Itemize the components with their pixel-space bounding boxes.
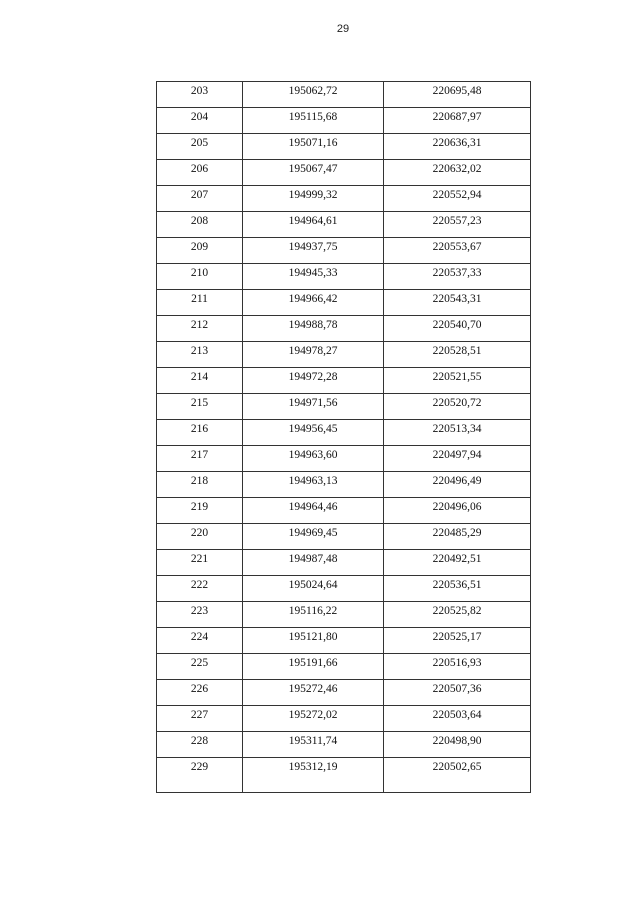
x-coordinate-cell: 195024,64 [243,576,384,602]
x-coordinate-cell: 194966,42 [243,290,384,316]
y-coordinate-cell: 220521,55 [384,368,531,394]
table-row [157,290,531,316]
table-row [157,134,531,160]
table-row [157,316,531,342]
x-coordinate-cell: 194963,60 [243,446,384,472]
table-row [157,628,531,654]
x-coordinate-cell: 195272,46 [243,680,384,706]
x-coordinate-cell: 195311,74 [243,732,384,758]
y-coordinate-cell: 220496,49 [384,472,531,498]
x-coordinate-cell: 194988,78 [243,316,384,342]
x-coordinate-cell: 195071,16 [243,134,384,160]
x-coordinate-cell: 195272,02 [243,706,384,732]
point-number-cell: 207 [157,186,243,212]
table-row [157,472,531,498]
x-coordinate-cell: 194937,75 [243,238,384,264]
y-coordinate-cell: 220503,64 [384,706,531,732]
x-coordinate-cell: 194999,32 [243,186,384,212]
table-row [157,82,531,108]
page-number: 29 [336,23,350,35]
table-row [157,238,531,264]
coordinates-table-body [157,82,531,793]
point-number-cell: 216 [157,420,243,446]
y-coordinate-cell: 220516,93 [384,654,531,680]
point-number-cell: 218 [157,472,243,498]
y-coordinate-cell: 220492,51 [384,550,531,576]
y-coordinate-cell: 220498,90 [384,732,531,758]
y-coordinate-cell: 220636,31 [384,134,531,160]
table-row [157,160,531,186]
table-row [157,186,531,212]
y-coordinate-cell: 220540,70 [384,316,531,342]
x-coordinate-cell: 194956,45 [243,420,384,446]
point-number-cell: 220 [157,524,243,550]
point-number-cell: 215 [157,394,243,420]
table-row [157,680,531,706]
point-number-cell: 203 [157,82,243,108]
y-coordinate-cell: 220632,02 [384,160,531,186]
point-number-cell: 228 [157,732,243,758]
point-number-cell: 217 [157,446,243,472]
table-row [157,108,531,134]
point-number-cell: 225 [157,654,243,680]
point-number-cell: 205 [157,134,243,160]
point-number-cell: 210 [157,264,243,290]
x-coordinate-cell: 195062,72 [243,82,384,108]
table-row [157,654,531,680]
x-coordinate-cell: 195067,47 [243,160,384,186]
x-coordinate-cell: 194987,48 [243,550,384,576]
y-coordinate-cell: 220520,72 [384,394,531,420]
x-coordinate-cell: 195115,68 [243,108,384,134]
x-coordinate-cell: 194972,28 [243,368,384,394]
point-number-cell: 227 [157,706,243,732]
x-coordinate-cell: 194964,46 [243,498,384,524]
y-coordinate-cell: 220552,94 [384,186,531,212]
y-coordinate-cell: 220528,51 [384,342,531,368]
table-row [157,732,531,758]
y-coordinate-cell: 220536,51 [384,576,531,602]
y-coordinate-cell: 220687,97 [384,108,531,134]
point-number-cell: 219 [157,498,243,524]
y-coordinate-cell: 220553,67 [384,238,531,264]
point-number-cell: 208 [157,212,243,238]
point-number-cell: 224 [157,628,243,654]
point-number-cell: 212 [157,316,243,342]
x-coordinate-cell: 195312,19 [243,758,384,793]
table-row [157,576,531,602]
table-row [157,394,531,420]
y-coordinate-cell: 220502,65 [384,758,531,793]
table-row [157,212,531,238]
y-coordinate-cell: 220537,33 [384,264,531,290]
point-number-cell: 221 [157,550,243,576]
point-number-cell: 209 [157,238,243,264]
y-coordinate-cell: 220485,29 [384,524,531,550]
y-coordinate-cell: 220695,48 [384,82,531,108]
point-number-cell: 213 [157,342,243,368]
x-coordinate-cell: 195116,22 [243,602,384,628]
table-row [157,524,531,550]
y-coordinate-cell: 220507,36 [384,680,531,706]
table-row [157,446,531,472]
y-coordinate-cell: 220513,34 [384,420,531,446]
table-row [157,368,531,394]
point-number-cell: 222 [157,576,243,602]
table-row [157,420,531,446]
y-coordinate-cell: 220496,06 [384,498,531,524]
point-number-cell: 211 [157,290,243,316]
point-number-cell: 214 [157,368,243,394]
point-number-cell: 204 [157,108,243,134]
x-coordinate-cell: 194978,27 [243,342,384,368]
table-row [157,706,531,732]
table-row [157,550,531,576]
table-row [157,758,531,793]
coordinates-table [156,81,531,793]
y-coordinate-cell: 220525,17 [384,628,531,654]
y-coordinate-cell: 220557,23 [384,212,531,238]
x-coordinate-cell: 194964,61 [243,212,384,238]
x-coordinate-cell: 194969,45 [243,524,384,550]
table-row [157,342,531,368]
x-coordinate-cell: 195191,66 [243,654,384,680]
x-coordinate-cell: 194945,33 [243,264,384,290]
table-row [157,498,531,524]
point-number-cell: 229 [157,758,243,793]
y-coordinate-cell: 220543,31 [384,290,531,316]
table-row [157,602,531,628]
x-coordinate-cell: 195121,80 [243,628,384,654]
table-row [157,264,531,290]
y-coordinate-cell: 220525,82 [384,602,531,628]
y-coordinate-cell: 220497,94 [384,446,531,472]
x-coordinate-cell: 194963,13 [243,472,384,498]
point-number-cell: 223 [157,602,243,628]
point-number-cell: 206 [157,160,243,186]
point-number-cell: 226 [157,680,243,706]
x-coordinate-cell: 194971,56 [243,394,384,420]
